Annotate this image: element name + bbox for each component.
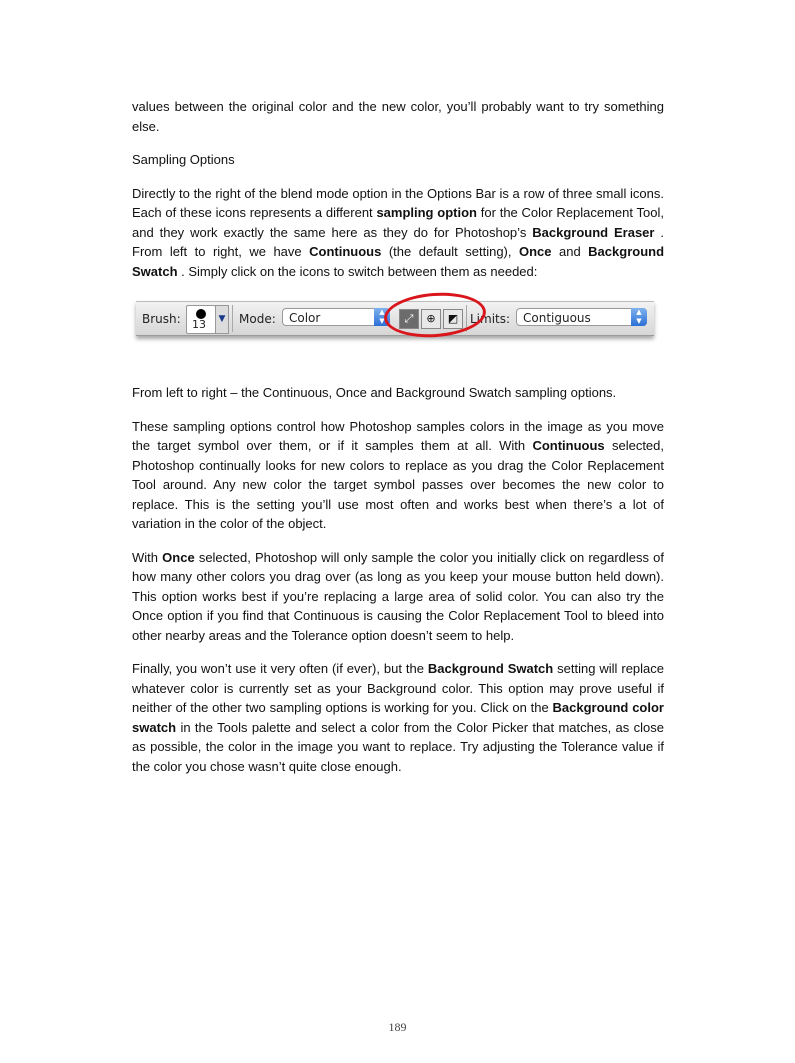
chevron-updown-icon: ▲ ▼ (631, 308, 647, 326)
limits-value: Contiguous (523, 311, 591, 325)
continuous-icon: ⤢ (404, 312, 414, 325)
document-page (132, 97, 664, 790)
paragraph-continuous: These sampling options control how Photoshop samples colors in the image as you move the target symbol over them, or if it samples them at all. With Continuous selected, Photoshop continually looks for new colors to replace as you drag the Color Replacement Tool around. Any new color the target symbol passes over becomes the new color to replace. This is the setting you’ll use most often and works best when there’s a lot of variation in the color of the object. (132, 418, 664, 531)
section-heading: Sampling Options (132, 152, 235, 167)
paragraph-once: With Once selected, Photoshop will only sample the color you initially click on regardless of how many other colors you drag over (as long as you keep your mouse button held down). This option works best if you’re replacing a large area of solid color. You can also try the Once option if you find that Continuous is causing the Color Replacement Tool to bleed into other nearby areas and the Tolerance option doesn’t seem to help. (132, 549, 665, 643)
background-swatch-icon: ◩ (447, 312, 459, 325)
paragraph-sampling-intro: Directly to the right of the blend mode option in the Options Bar is a row of three small icons. Each of these icons represents a different sampling option for the Color Replacement Tool, and they work exactly the same here as they do for Photoshop’s Background Eraser . From left to right, we have Continuous (the default setting), Once and Background Swatch . Simply click on the icons to switch between them as needed: (132, 185, 665, 279)
options-bar-figure (136, 297, 656, 347)
paragraph-intro: values between the original color and the new color, you’ll probably want to try something else. (132, 99, 664, 134)
mode-value: Color (289, 311, 321, 325)
brush-size: 13 (192, 318, 206, 331)
divider (232, 305, 233, 332)
chevron-updown-icon: ▲ ▼ (374, 308, 390, 326)
brush-label: Brush: (142, 312, 181, 326)
paragraph-background-swatch: Finally, you won’t use it very often (if ever), but the Background Swatch setting will replace whatever color is currently set as your Background color. This option may prove useful if neither of the other two sampling options is working for you. Click on the Background color swatch in the Tools palette and select a color from the Color Picker that matches, as close as possible, the color in the image you want to replace. Try adjusting the Tolerance value if the color you chose wasn’t quite close enough. (132, 661, 665, 774)
brush-dropdown-arrow-icon[interactable]: ▼ (215, 305, 229, 334)
mode-label: Mode: (239, 312, 276, 326)
mode-select[interactable] (282, 308, 390, 326)
brush-picker[interactable] (186, 305, 216, 334)
limits-select[interactable] (516, 308, 647, 326)
once-icon: ⊕ (426, 312, 436, 325)
page-number: 189 (388, 1020, 407, 1034)
figure-caption: From left to right – the Continuous, Once and Background Swatch sampling options. (132, 385, 617, 400)
limits-label: Limits: (470, 312, 511, 326)
